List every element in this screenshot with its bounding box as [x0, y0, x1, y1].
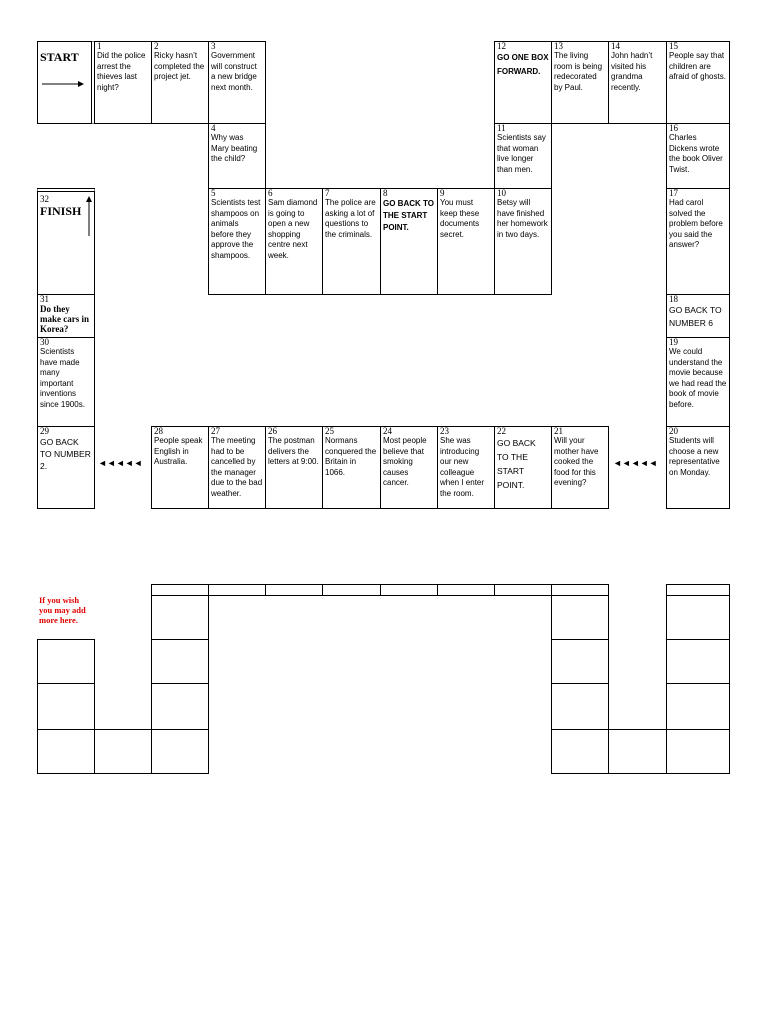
- square-2: 2 Ricky hasn’t completed the project jet.: [151, 41, 209, 124]
- square-20: 20 Students will choose a new representative on Monday.: [666, 426, 730, 509]
- blank-square: [666, 639, 730, 684]
- blank-square: [265, 584, 323, 596]
- start-label: START: [40, 50, 79, 64]
- square-26: 26 The postman delivers the letters at 9:00.: [265, 426, 323, 509]
- square-16: 16 Charles Dickens wrote the book Oliver Twist.: [666, 123, 730, 189]
- blank-square: [151, 595, 209, 640]
- square-21: 21 Will your mother have cooked the food for this evening?: [551, 426, 609, 509]
- blank-square: [666, 595, 730, 640]
- square-4: 4 Why was Mary beating the child?: [208, 123, 266, 189]
- blank-square: [37, 729, 95, 774]
- arrow-up-icon: [85, 196, 93, 236]
- square-18: 18 GO BACK TO NUMBER 6: [666, 294, 730, 338]
- square-9: 9 You must keep these documents secret.: [437, 188, 495, 295]
- square-8: 8 GO BACK TO THE START POINT.: [380, 188, 438, 295]
- square-29: 29 GO BACK TO NUMBER 2.: [37, 426, 95, 509]
- square-19: 19 We could understand the movie because we had read the book of movie before.: [666, 337, 730, 427]
- note-square: [37, 595, 95, 640]
- blank-square: [551, 595, 609, 640]
- square-28: 28 People speak English in Australia.: [151, 426, 209, 509]
- square-24: 24 Most people believe that smoking causes cancer.: [380, 426, 438, 509]
- square-1: 1 Did the police arrest the thieves last night?: [94, 41, 152, 124]
- blank-square: [551, 639, 609, 684]
- square-6: 6 Sam diamond is going to open a new shopping centre next week.: [265, 188, 323, 295]
- square-5: 5 Scientists test shampoos on animals before they approve the shampoos.: [208, 188, 266, 295]
- square-25: 25 Normans conquered the Britain in 1066.: [322, 426, 381, 509]
- blank-square: [322, 584, 381, 596]
- add-more-note: If you wish you may add more here.: [39, 595, 86, 625]
- square-7: 7 The police are asking a lot of questions to the criminals.: [322, 188, 381, 295]
- finish-label: FINISH: [40, 204, 82, 218]
- blank-square: [37, 683, 95, 730]
- arrows-left-icon: ◄◄◄◄◄: [613, 458, 658, 468]
- blank-square: [151, 729, 209, 774]
- square-27: 27 The meeting had to be cancelled by the manager due to the bad weather.: [208, 426, 266, 509]
- blank-square: [551, 729, 609, 774]
- blank-square: [151, 683, 209, 730]
- blank-square: [94, 729, 152, 774]
- square-3: 3 Government will construct a new bridge next month.: [208, 41, 266, 124]
- square-30: 30 Scientists have made many important inventions since 1900s.: [37, 337, 95, 427]
- start-square: [37, 41, 95, 124]
- square-10: 10 Betsy will have finished her homework in two days.: [494, 188, 552, 295]
- square-13: 13 The living room is being redecorated by Paul.: [551, 41, 609, 124]
- blank-square: [608, 729, 667, 774]
- blank-square: [380, 584, 438, 596]
- blank-square: [208, 584, 266, 596]
- blank-square: [151, 639, 209, 684]
- blank-square: [551, 683, 609, 730]
- square-14: 14 John hadn’t visited his grandma recently.: [608, 41, 667, 124]
- blank-square: [37, 639, 95, 684]
- square-22: 22 GO BACK TO THE START POINT.: [494, 426, 552, 509]
- square-31: 31 Do they make cars in Korea?: [37, 294, 95, 338]
- blank-square: [494, 584, 552, 596]
- arrow-right-icon: [42, 80, 84, 88]
- finish-square: [37, 188, 95, 295]
- square-11: 11 Scientists say that woman live longer than men.: [494, 123, 552, 189]
- square-12: 12 GO ONE BOX FORWARD.: [494, 41, 552, 124]
- arrows-left-icon: ◄◄◄◄◄: [98, 458, 143, 468]
- finish-number: 32: [40, 194, 49, 204]
- square-23: 23 She was introducing our new colleague when I enter the room.: [437, 426, 495, 509]
- square-15: 15 People say that children are afraid of ghosts.: [666, 41, 730, 124]
- blank-square: [437, 584, 495, 596]
- square-17: 17 Had carol solved the problem before you said the answer?: [666, 188, 730, 295]
- blank-square: [666, 683, 730, 730]
- blank-square: [666, 729, 730, 774]
